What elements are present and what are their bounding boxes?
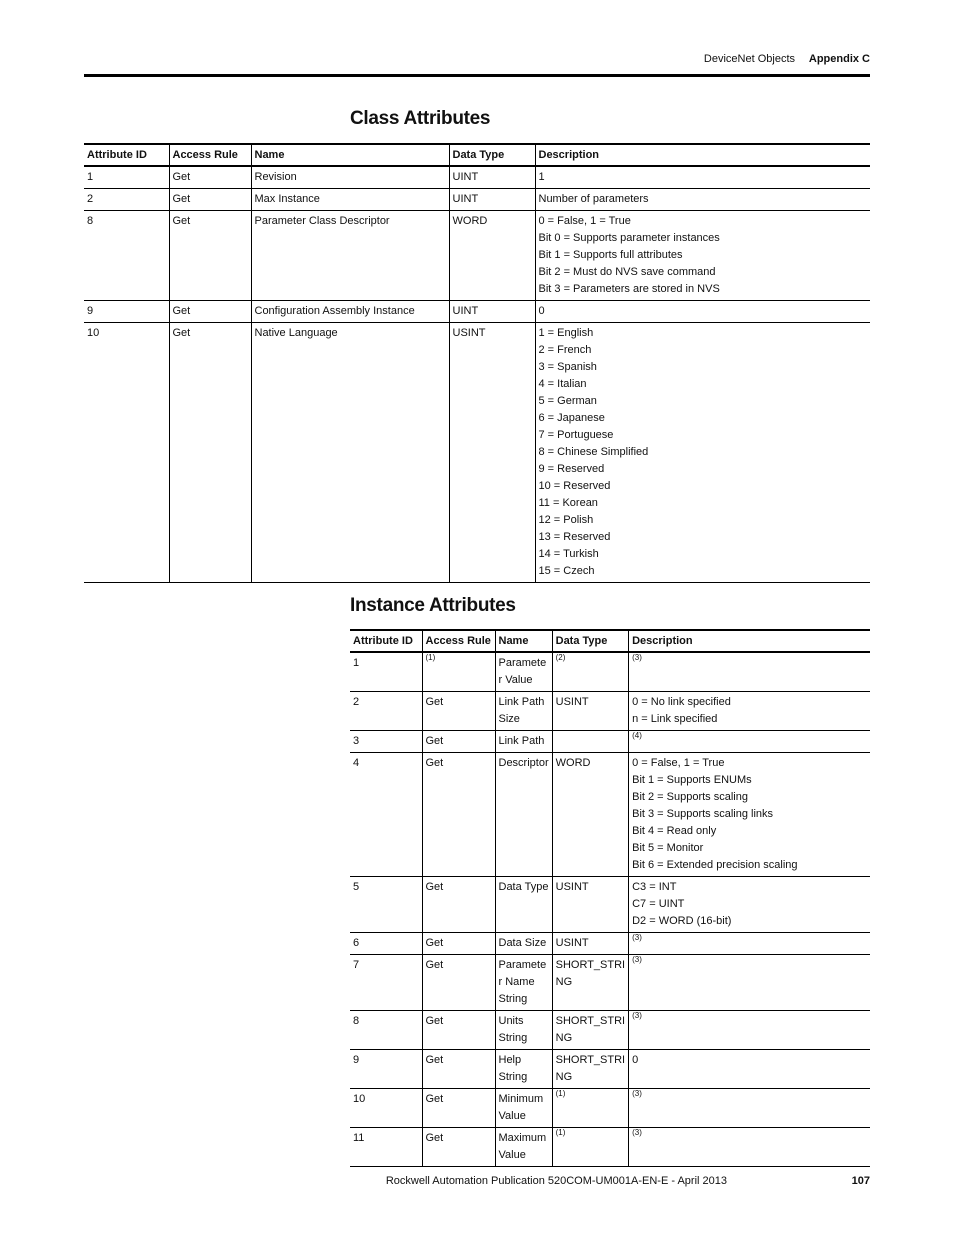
description-line: 6 = Japanese xyxy=(538,412,605,424)
description-line: D2 = WORD (16-bit) xyxy=(632,915,732,927)
name-line: Data Type xyxy=(498,881,549,893)
name-line: Configuration Assembly Instance xyxy=(254,305,415,317)
header-rule xyxy=(84,74,870,77)
name-cell xyxy=(495,652,552,692)
data-type-line: USINT xyxy=(555,881,589,893)
name-line: Help xyxy=(498,1054,522,1066)
name-line: Data Size xyxy=(498,937,547,949)
data-type-cell xyxy=(449,301,535,323)
table-row xyxy=(350,1050,870,1089)
description-cell xyxy=(535,301,870,323)
data-type-line: USINT xyxy=(555,937,589,949)
access-rule-cell xyxy=(422,692,495,731)
data-type-cell xyxy=(552,652,628,692)
description-cell xyxy=(629,955,870,1011)
name-line: String xyxy=(498,1071,528,1083)
name-line: Link Path xyxy=(498,735,545,747)
table-row xyxy=(350,652,870,692)
data-type-cell xyxy=(449,323,535,583)
footnote-ref: (1) xyxy=(425,653,436,662)
data-type-line: NG xyxy=(555,1071,573,1083)
name-line: Native Language xyxy=(254,327,338,339)
footnote-ref: (3) xyxy=(632,1011,642,1020)
name-cell xyxy=(251,166,449,189)
access-rule-text: Get xyxy=(425,1093,444,1105)
attribute-id-cell: 2 xyxy=(350,692,422,731)
description-line: Bit 3 = Parameters are stored in NVS xyxy=(538,283,720,295)
description-line: 2 = French xyxy=(538,344,592,356)
description-line: Bit 1 = Supports ENUMs xyxy=(632,774,752,786)
description-line: Bit 2 = Must do NVS save command xyxy=(538,266,716,278)
description-line: 5 = German xyxy=(538,395,597,407)
description-line: 0 = No link specified xyxy=(632,696,731,708)
footnote-ref: (2) xyxy=(555,653,566,662)
class-attributes-title: Class Attributes xyxy=(350,108,491,129)
data-type-line: SHORT_STRI xyxy=(555,1015,626,1027)
table-row xyxy=(350,1011,870,1050)
name-cell xyxy=(251,301,449,323)
footnote-ref: (3) xyxy=(632,933,642,942)
access-rule-cell xyxy=(422,652,495,692)
description-line: 13 = Reserved xyxy=(538,531,611,543)
table-row xyxy=(350,731,870,753)
attribute-id-cell: 1 xyxy=(84,166,169,189)
table-body xyxy=(84,166,870,583)
name-line: r Value xyxy=(498,674,533,686)
access-rule-cell xyxy=(422,753,495,877)
name-line: Paramete xyxy=(498,959,547,971)
access-rule-cell xyxy=(422,1011,495,1050)
attribute-id-cell: 10 xyxy=(350,1089,422,1128)
description-line: Number of parameters xyxy=(538,193,649,205)
access-rule-text: Get xyxy=(425,757,444,769)
access-rule-cell xyxy=(422,731,495,753)
table-body xyxy=(350,652,870,1167)
description-line: 0 xyxy=(632,1054,639,1066)
footnote-ref: (4) xyxy=(632,731,642,740)
access-rule-cell xyxy=(422,955,495,1011)
column-header: Name xyxy=(251,144,449,166)
access-rule-text: Get xyxy=(425,1132,444,1144)
data-type-line: UINT xyxy=(452,193,479,205)
name-cell xyxy=(495,753,552,877)
page-number: 107 xyxy=(851,1175,870,1187)
data-type-cell xyxy=(552,731,628,753)
name-line: Units xyxy=(498,1015,524,1027)
name-line: String xyxy=(498,1032,528,1044)
data-type-cell xyxy=(552,933,628,955)
data-type-line: WORD xyxy=(452,215,488,227)
description-cell xyxy=(629,753,870,877)
description-cell xyxy=(629,1128,870,1167)
description-cell xyxy=(629,877,870,933)
description-line: 4 = Italian xyxy=(538,378,587,390)
access-rule-text: Get xyxy=(425,937,444,949)
description-cell xyxy=(629,692,870,731)
access-rule-text: Get xyxy=(172,171,191,183)
column-header: Attribute ID xyxy=(350,630,422,652)
access-rule-cell xyxy=(422,933,495,955)
column-header: Description xyxy=(629,630,870,652)
description-line: 0 = False, 1 = True xyxy=(632,757,725,769)
description-line: 10 = Reserved xyxy=(538,480,611,492)
running-header-section: DeviceNet Objects xyxy=(703,53,795,65)
column-header: Access Rule xyxy=(169,144,251,166)
description-cell xyxy=(629,933,870,955)
data-type-cell xyxy=(552,955,628,1011)
column-header: Data Type xyxy=(449,144,535,166)
table-row xyxy=(350,933,870,955)
table-row xyxy=(350,692,870,731)
table-row xyxy=(84,189,870,211)
description-line: Bit 5 = Monitor xyxy=(632,842,704,854)
data-type-line: UINT xyxy=(452,171,479,183)
description-line: 7 = Portuguese xyxy=(538,429,614,441)
attribute-id-cell: 3 xyxy=(350,731,422,753)
description-line: 0 xyxy=(538,305,545,317)
name-line: Minimum xyxy=(498,1093,544,1105)
access-rule-cell xyxy=(422,1050,495,1089)
name-line: Descriptor xyxy=(498,757,549,769)
description-cell xyxy=(535,189,870,211)
table-row xyxy=(350,955,870,1011)
name-cell xyxy=(495,1050,552,1089)
access-rule-cell xyxy=(422,1089,495,1128)
name-cell xyxy=(251,323,449,583)
name-line: Size xyxy=(498,713,520,725)
description-cell xyxy=(629,1050,870,1089)
access-rule-cell xyxy=(169,301,251,323)
description-line: Bit 3 = Supports scaling links xyxy=(632,808,774,820)
attribute-id-cell: 2 xyxy=(84,189,169,211)
attribute-id-cell: 7 xyxy=(350,955,422,1011)
data-type-cell xyxy=(552,753,628,877)
description-line: 1 = English xyxy=(538,327,594,339)
description-cell xyxy=(629,652,870,692)
table-row xyxy=(350,1128,870,1167)
description-line: C3 = INT xyxy=(632,881,677,893)
table-row xyxy=(350,877,870,933)
description-line: Bit 1 = Supports full attributes xyxy=(538,249,683,261)
data-type-line: SHORT_STRI xyxy=(555,1054,626,1066)
name-line: Value xyxy=(498,1110,526,1122)
description-cell xyxy=(535,211,870,301)
data-type-line: NG xyxy=(555,1032,573,1044)
access-rule-text: Get xyxy=(172,193,191,205)
access-rule-cell xyxy=(169,189,251,211)
name-cell xyxy=(495,1011,552,1050)
name-cell xyxy=(495,731,552,753)
data-type-cell xyxy=(552,1011,628,1050)
footnote-ref: (3) xyxy=(632,955,642,964)
description-line: 3 = Spanish xyxy=(538,361,597,373)
name-line: Maximum xyxy=(498,1132,547,1144)
data-type-line: UINT xyxy=(452,305,479,317)
data-type-cell xyxy=(449,189,535,211)
access-rule-text: Get xyxy=(172,305,191,317)
table-row xyxy=(84,323,870,583)
attribute-id-cell: 6 xyxy=(350,933,422,955)
name-line: Parameter Class Descriptor xyxy=(254,215,390,227)
name-line: String xyxy=(498,993,528,1005)
column-header: Access Rule xyxy=(422,630,495,652)
description-line: Bit 0 = Supports parameter instances xyxy=(538,232,720,244)
table-header-row xyxy=(350,630,870,652)
access-rule-cell xyxy=(169,211,251,301)
footer-publication: Rockwell Automation Publication 520COM-UM001A-EN-E - April 2013 xyxy=(385,1175,727,1187)
name-cell xyxy=(251,211,449,301)
name-cell xyxy=(495,692,552,731)
name-cell xyxy=(495,955,552,1011)
access-rule-text: Get xyxy=(425,881,444,893)
data-type-cell xyxy=(552,1089,628,1128)
data-type-cell xyxy=(552,1128,628,1167)
attribute-id-cell: 9 xyxy=(84,301,169,323)
description-line: n = Link specified xyxy=(632,713,718,725)
name-line: Link Path xyxy=(498,696,545,708)
name-cell xyxy=(495,933,552,955)
access-rule-text: Get xyxy=(425,959,444,971)
description-line: C7 = UINT xyxy=(632,898,685,910)
name-line: Revision xyxy=(254,171,297,183)
description-line: 9 = Reserved xyxy=(538,463,605,475)
column-header: Attribute ID xyxy=(84,144,169,166)
description-cell xyxy=(629,731,870,753)
column-header: Description xyxy=(535,144,870,166)
data-type-cell xyxy=(449,166,535,189)
instance-attributes-table xyxy=(350,629,870,1167)
attribute-id-cell: 11 xyxy=(350,1128,422,1167)
table-row xyxy=(84,211,870,301)
footnote-ref: (1) xyxy=(555,1089,566,1098)
name-line: Value xyxy=(498,1149,526,1161)
footnote-ref: (1) xyxy=(555,1128,566,1137)
name-line: Max Instance xyxy=(254,193,320,205)
name-cell xyxy=(251,189,449,211)
description-line: 14 = Turkish xyxy=(538,548,599,560)
access-rule-cell xyxy=(422,877,495,933)
data-type-line: USINT xyxy=(452,327,486,339)
column-header: Name xyxy=(495,630,552,652)
description-line: Bit 6 = Extended precision scaling xyxy=(632,859,798,871)
access-rule-text: Get xyxy=(425,735,444,747)
description-line: 0 = False, 1 = True xyxy=(538,215,631,227)
name-line: r Name xyxy=(498,976,535,988)
description-line: 11 = Korean xyxy=(538,497,598,509)
class-attributes-table xyxy=(84,143,870,583)
data-type-line: WORD xyxy=(555,757,591,769)
access-rule-cell xyxy=(169,323,251,583)
access-rule-text: Get xyxy=(172,327,191,339)
table-row xyxy=(84,301,870,323)
data-type-line: USINT xyxy=(555,696,589,708)
attribute-id-cell: 1 xyxy=(350,652,422,692)
footnote-ref: (3) xyxy=(632,1089,642,1098)
access-rule-cell xyxy=(169,166,251,189)
description-line: 1 xyxy=(538,171,545,183)
attribute-id-cell: 9 xyxy=(350,1050,422,1089)
data-type-line: SHORT_STRI xyxy=(555,959,626,971)
data-type-cell xyxy=(552,692,628,731)
description-cell xyxy=(535,166,870,189)
description-cell xyxy=(629,1089,870,1128)
table-row xyxy=(350,753,870,877)
column-header: Data Type xyxy=(552,630,628,652)
data-type-cell xyxy=(552,1050,628,1089)
attribute-id-cell: 8 xyxy=(350,1011,422,1050)
instance-attributes-title: Instance Attributes xyxy=(350,595,516,616)
attribute-id-cell: 4 xyxy=(350,753,422,877)
name-line: Paramete xyxy=(498,657,547,669)
access-rule-text: Get xyxy=(425,1054,444,1066)
attribute-id-cell: 8 xyxy=(84,211,169,301)
description-cell xyxy=(629,1011,870,1050)
name-cell xyxy=(495,877,552,933)
attribute-id-cell: 10 xyxy=(84,323,169,583)
description-line: 12 = Polish xyxy=(538,514,594,526)
table-row xyxy=(350,1089,870,1128)
data-type-cell xyxy=(449,211,535,301)
footnote-ref: (3) xyxy=(632,1128,642,1137)
access-rule-text: Get xyxy=(425,1015,444,1027)
name-cell xyxy=(495,1128,552,1167)
access-rule-cell xyxy=(422,1128,495,1167)
description-line: Bit 2 = Supports scaling xyxy=(632,791,748,803)
access-rule-text: Get xyxy=(172,215,191,227)
attribute-id-cell: 5 xyxy=(350,877,422,933)
footnote-ref: (3) xyxy=(632,653,642,662)
access-rule-text: Get xyxy=(425,696,444,708)
description-line: Bit 4 = Read only xyxy=(632,825,717,837)
description-line: 8 = Chinese Simplified xyxy=(538,446,649,458)
description-line: 15 = Czech xyxy=(538,565,595,577)
data-type-line: NG xyxy=(555,976,573,988)
description-cell xyxy=(535,323,870,583)
table-row xyxy=(84,166,870,189)
name-cell xyxy=(495,1089,552,1128)
running-header-appendix: Appendix C xyxy=(808,53,870,65)
data-type-cell xyxy=(552,877,628,933)
table-header-row xyxy=(84,144,870,166)
